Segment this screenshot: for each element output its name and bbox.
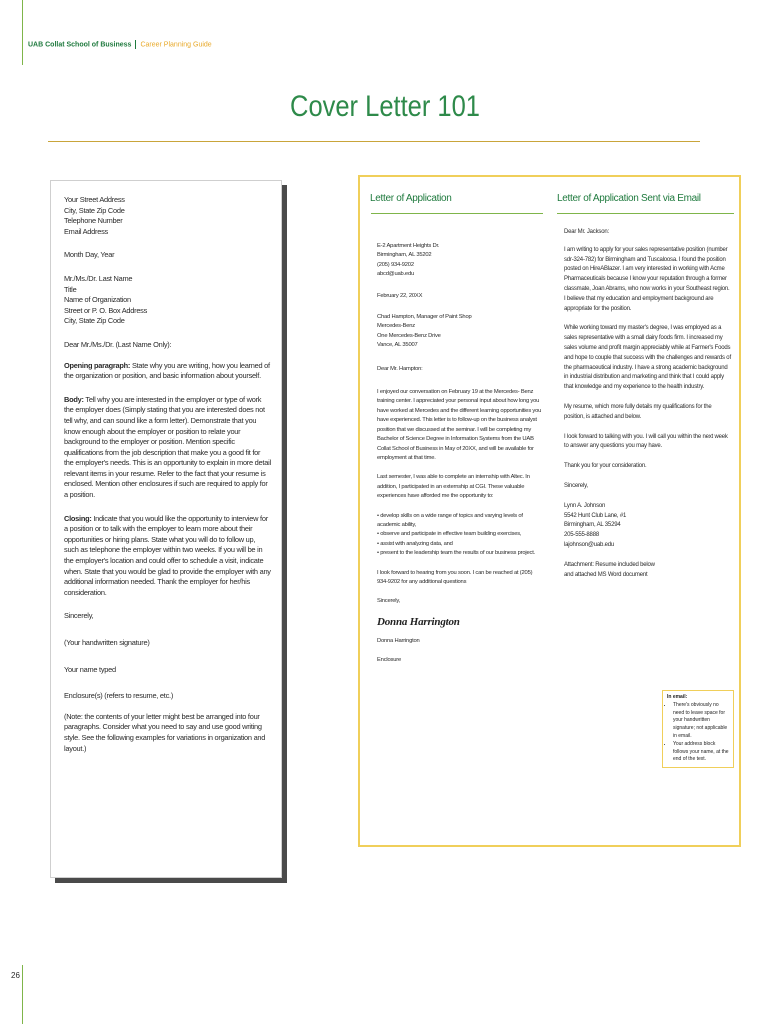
sender-address-1: E-2 Apartment Heights Dr. xyxy=(377,243,440,249)
recipient-line-4: Vance, AL 35007 xyxy=(377,342,418,349)
sender-phone: (205) 934-9202 xyxy=(377,261,414,268)
application-bullet: • present to the leadership team the results of our business project. xyxy=(377,550,536,557)
sender-email: abcd@uab.edu xyxy=(377,271,415,278)
sincerely: Sincerely, xyxy=(64,611,94,621)
header-rule xyxy=(22,0,23,65)
school-name: UAB Collat School of Business xyxy=(28,41,132,49)
page-title: Cover Letter 101 xyxy=(290,90,480,123)
salutation: Dear Mr./Ms./Dr. (Last Name Only): xyxy=(64,339,172,349)
email-note-item: • There's obviously no need to leave space for your handwritten signature; not applicable in email. xyxy=(673,702,729,741)
page-number: 26 xyxy=(11,971,20,980)
street-line: Your Street Address xyxy=(64,195,125,204)
email-paragraph-4: I look forward to talking with you. I will call you within the next week to answer any questions you may have. xyxy=(564,433,728,450)
application-paragraph-1: I enjoyed our conversation on February 19 at the Mercedes- Benz training center. I appreciated your personal input about how long you have worked at Mercedes and the different learning opportunities you have experienced. This letter is to follow-up on the business analyst position that we discussed at the seminar. I will be completing my Bachelor of Science Degree in Information Systems from the UAB Collat School of Business in May of 20XX, and will be available for employment at that time. xyxy=(377,389,542,461)
email-letter-heading: Letter of Application Sent via Email xyxy=(557,193,701,204)
body-paragraph xyxy=(64,395,271,501)
opening-label: Opening paragraph: xyxy=(64,360,131,370)
email-sig-city: Birmingham, AL 35294 xyxy=(564,522,621,529)
application-bullet: • assist with analyzing data, and xyxy=(377,540,453,547)
application-sincerely: Sincerely, xyxy=(377,598,401,605)
letter-of-application-body xyxy=(377,242,542,666)
email-sig-street: 5542 Hunt Club Lane, #1 xyxy=(564,512,627,519)
handwritten-signature: Donna Harrington xyxy=(377,615,460,628)
email-paragraph-2: While working toward my master's degree, I was employed as a sales representative with a small dairy foods firm. I increased my sales volume and profit margin appreciably while at Farmer's Foods and hope to couple that success with the challenges and rewards of the pharmaceutical industry. I have a strong academic background in industrial distribution and marketing and think that I could apply that knowledge and my experience to the health industry. xyxy=(564,325,731,391)
email-salutation: Dear Mr. Jackson: xyxy=(564,229,609,235)
recipient-line-2: Mercedes-Benz xyxy=(377,323,415,330)
email-paragraph-1: I am writing to apply for your sales representative position (number sdr-324-782) for Birmingham and Tuscaloosa. I found the position posted on HireABlazer. I am very interested in working with Acme Pharmaceuticals because I know your reputation through a former classmate, Joan Abrams, who now works in your Southeast region. I believe that my education and employment background are appropriate for the position. xyxy=(564,246,730,312)
org-city-line: City, State Zip Code xyxy=(64,316,125,326)
street-po-line: Street or P. O. Box Address xyxy=(64,305,148,315)
date-line: Month Day, Year xyxy=(64,250,115,260)
guide-name: Career Planning Guide xyxy=(140,41,212,49)
application-name-typed: Donna Harrington xyxy=(377,637,420,644)
letter-date: February 22, 20XX xyxy=(377,292,423,299)
email-sig-phone: 205-555-8888 xyxy=(564,532,599,539)
recipient-title: Title xyxy=(64,284,77,294)
letter-of-application-heading: Letter of Application xyxy=(370,193,452,204)
email-note-list xyxy=(667,702,729,764)
template-letter-card xyxy=(50,180,282,878)
application-bullet: • develop skills on a wide range of topics and varying levels of academic ability, xyxy=(377,512,523,528)
enclosures-line: Enclosure(s) (refers to resume, etc.) xyxy=(64,691,174,701)
recipient-line-3: One Mercedes-Benz Drive xyxy=(377,332,441,339)
closing-text: Indicate that you would like the opportunity to interview for a position or to talk with the employer to learn more about their opportunities or hiring plans. State what you will do to follow up, such as telephone the employer within two weeks. If you will be in the employer's location and could offer to schedule a visit, indicate when. State that you would be glad to provide the employer with any additional information needed. Thank the employer for her/his consideration. xyxy=(64,513,271,597)
email-letter-body xyxy=(564,228,731,580)
application-salutation: Dear Mr. Hampton: xyxy=(377,365,423,372)
template-note: (Note: the contents of your letter might best be arranged into four paragraphs. Consider what you need to say and use good writing style. See the following examples for variations in organization and layout.) xyxy=(64,711,266,753)
phone-line: Telephone Number xyxy=(64,216,123,226)
opening-paragraph xyxy=(64,361,271,382)
recipient-name: Mr./Ms./Dr. Last Name xyxy=(64,273,133,283)
city-line: City, State Zip Code xyxy=(64,205,125,215)
application-bullet: • observe and participate in effective team building exercises, xyxy=(377,531,522,538)
email-sig-name: Lynn A. Johnson xyxy=(564,502,606,509)
recipient-line-1: Chad Hampton, Manager of Paint Shop xyxy=(377,314,472,321)
sender-address-2: Birmingham, AL 35202 xyxy=(377,252,432,259)
running-header xyxy=(28,40,212,49)
email-note-title: In email: xyxy=(667,694,688,700)
title-rule xyxy=(48,141,700,142)
footer-rule xyxy=(22,965,23,1024)
column-rule-left xyxy=(371,213,543,214)
email-paragraph-5: Thank you for your consideration. xyxy=(564,463,647,470)
email-note-box xyxy=(662,690,734,768)
email-paragraph-3: My resume, which more fully details my qualifications for the position, is attached and below. xyxy=(564,403,712,420)
opening-text: State why you are writing, how you learned of the organization or position, and basic information about yourself. xyxy=(64,360,270,381)
signature-placeholder: (Your handwritten signature) xyxy=(64,638,150,647)
email-sincerely: Sincerely, xyxy=(564,482,588,489)
closing-paragraph xyxy=(64,514,271,599)
header-separator xyxy=(135,40,136,49)
closing-label: Closing: xyxy=(64,513,92,523)
email-line: Email Address xyxy=(64,226,108,236)
organization-line: Name of Organization xyxy=(64,295,131,305)
body-text: Tell why you are interested in the employer or type of work the employer does (Simply stating that you are interested does not tell why, and can sound like a form letter). Demonstrate that you know enough about the employer or position to relate your background to the employer or position. Mention specific qualifications from the job description that make you a good fit for the employer's needs. This is an opportunity to explain in more detail relevant items in your resume. Refer to the fact that your resume is enclosed. Mention other enclosures if such are required to apply for a position. xyxy=(64,394,271,500)
application-paragraph-3: I look forward to hearing from you soon. I can be reached at (205) 934-9202 for any additional questions xyxy=(377,569,533,585)
column-rule-right xyxy=(557,213,734,214)
application-enclosure: Enclosure xyxy=(377,657,401,664)
body-label: Body: xyxy=(64,394,84,404)
email-attachment-line: Attachment: Resume included below and attached MS Word document xyxy=(564,561,655,578)
email-note-item: • Your address block follows your name, at the end of the text. xyxy=(673,741,729,764)
email-sig-email: lajohnson@uab.edu xyxy=(564,541,615,548)
name-typed: Your name typed xyxy=(64,664,116,674)
application-paragraph-2: Last semester, I was able to complete an internship with Altec. In addition, I participated in an externship at CGI. These valuable experiences have afforded me the opportunity to: xyxy=(377,474,530,500)
